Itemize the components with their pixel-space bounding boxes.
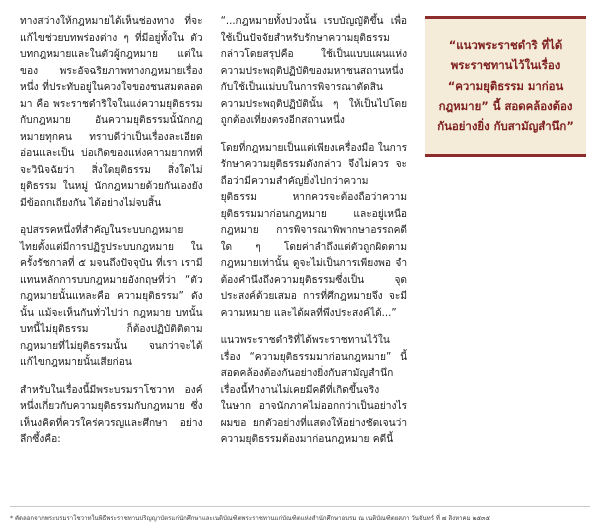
column-middle [215, 14, 419, 529]
column-left [10, 14, 215, 529]
paragraph: โดยที่กฎหมายเป็นแต่เพียงเครื่องมือ ในการ รักษาความยุติธรรมดังกล่าว จึงไม่ควร จะถือว่ามีความสำคัญยิ่งไปกว่าความ ยุติธรรม หากควรจะต้องถือว่าความ ยุติธรรมมาก่อนกฎหมาย และอยู่เหนือ กฎหมาย การพิจารณาพิพากษาอรรถคดี ใด ๆ โดยค่าลำถึงแต่ตัวถูกผิดตาม กฎหมายเท่านั้น ดูจะไม่เป็นการเพียงพอ จำต้องคำนึงถึงความยุติธรรมซึ่งเป็น จุดประสงค์ด้วยเสมอ การที่ศึกฎหมายจึง จะมีความหมาย และได้ผลที่พึงประสงค์ได้...” [220, 142, 408, 319]
footnote-divider [10, 506, 590, 507]
column-right [419, 14, 590, 529]
paragraph: ทางสว่างให้กฎหมายได้เห็นช่องทาง ที่จะแก้ไขช่วยบทพร่องต่าง ๆ ที่มีอยู่ทั้งใน ตัวบทกฎหมายและในตัวผู้กฎหมาย แต่ในของ พระอัจฉริยภาพทางกฎหมายเรื่องหนึ่ง ที่ประทับอยู่ในควงใจของชนสมตลอดมา คือ พระราชดำริใจในแง่ความยุติธรรมกับกฎหมาย อันความยุติธรรมนั้นักกฎหมายทุกคน ทราบดีว่าเป็นเรื่องละเอียดอ่อนและเป็น บ่อเกิดของแห่งคาามยากทที่จะวินิจฉัยว่า สิ่งใดยุติธรรม สิ่งใดไม่ยุติธรรม ในหมู่ นักกฎหมายด้วยกันเองยังมีข้อถกเถียงกัน ได้อย่างไม่จบสิ้น [20, 16, 203, 209]
pull-quote-box [425, 16, 586, 157]
paragraph: แนวพระราชดำริที่ได้พระราชทานไว้ใน เรื่อง “ความยุติธรรมมาก่อนกฎหมาย” นี้ สอดคล้องต้องกันอย่างยิ่งกับสามัญสำนึก เรื่องนี้ทำงานไม่เคยมีคดีที่เกิดขึ้นจริงในษาก อาจนักภาคไม่ออกกว่าเป็นอย่างไร ผมขอ ยกตัวอย่างที่แสดงให้อย่างชัดเจนว่า ความยุติธรรมต้องมาก่อนกฎหมาย คดีนี้ [220, 335, 408, 446]
paragraph: อุปสรรคหนึ่งที่สำคัญในระบบกฎหมาย ไทยตั้งแต่มีการปฏิรูประบบกฎหมาย ในครั้งรัชกาลที่ ๕ มจนถึงปัจจุบัน ที่เรา เรามีแทนหลักการบบกฎหมายอังกฤษที่ว่า “ตัวกฎหมายนั้นแหละคือ ความยุติธรรม” ดังนั้น แม้จะเห็นกันทั่วไปว่า กฎหมาย บทนั้นบทนี้ไม่ยุติธรรม ก็ต้องปฏิบัติติตาม กฎหมายที่ไม่ยุติธรรมนั้น จนกว่าจะได้ แก้ไขกฎหมายนั้นเสียก่อน [20, 225, 203, 369]
footnote-text: * คัดลอกจากพระบรมราโชวาทในพิธีพระราชทานปริญญาบัตรแก่นักศึกษาและเนติบัณฑิตพระราชทานแก่บัณฑิตแห่งสำนักศึกษาอบรม ณ เนติบัณฑิตยสภา วันจันทร์ ที่ ๗ สิงหาคม ๒๕๓๕ [10, 515, 490, 523]
pull-quote-text: “แนวพระราชดำริ ที่ได้พระราชทานไว้ในเรื่อง “ความยุติธรรม มาก่อนกฎหมาย” นี้ สอดคล้องต้องกันอย่างยิ่ง กับสามัญสำนึก” [437, 38, 574, 134]
paragraph: สำหรับในเรื่องนี้มีพระบรมราโชวาท องค์หนึ่งเกี่ยวกับความยุติธรรมกับกฎหมาย ซึ่งเห็นงคิดที่ควรใคร่ควรญและศึกษา อย่างลึกซึ้งคือ: [20, 384, 203, 446]
paragraph-quoted-passage: “...กฎหมายทั้งปวงนั้น เรบบัญญัติขึ้น เพื่อใช้เป็นปัจจัยสำหรับรักษาความยุติธรรม กล่าวโดยสรุปคือ ใช้เป็นแบบแผนแห่ง ความประพฤติปฏิบัติของมหาชนสถานหนึ่ง กับใช้เป็นแม่บบในการพิจารณาตัดสิน ความประพฤติปฏิบัตินั้น ๆ ให้เป็นไปโดย ถูกต้องเที่ยงตรงอีกสถานหนึ่ง [220, 16, 408, 127]
